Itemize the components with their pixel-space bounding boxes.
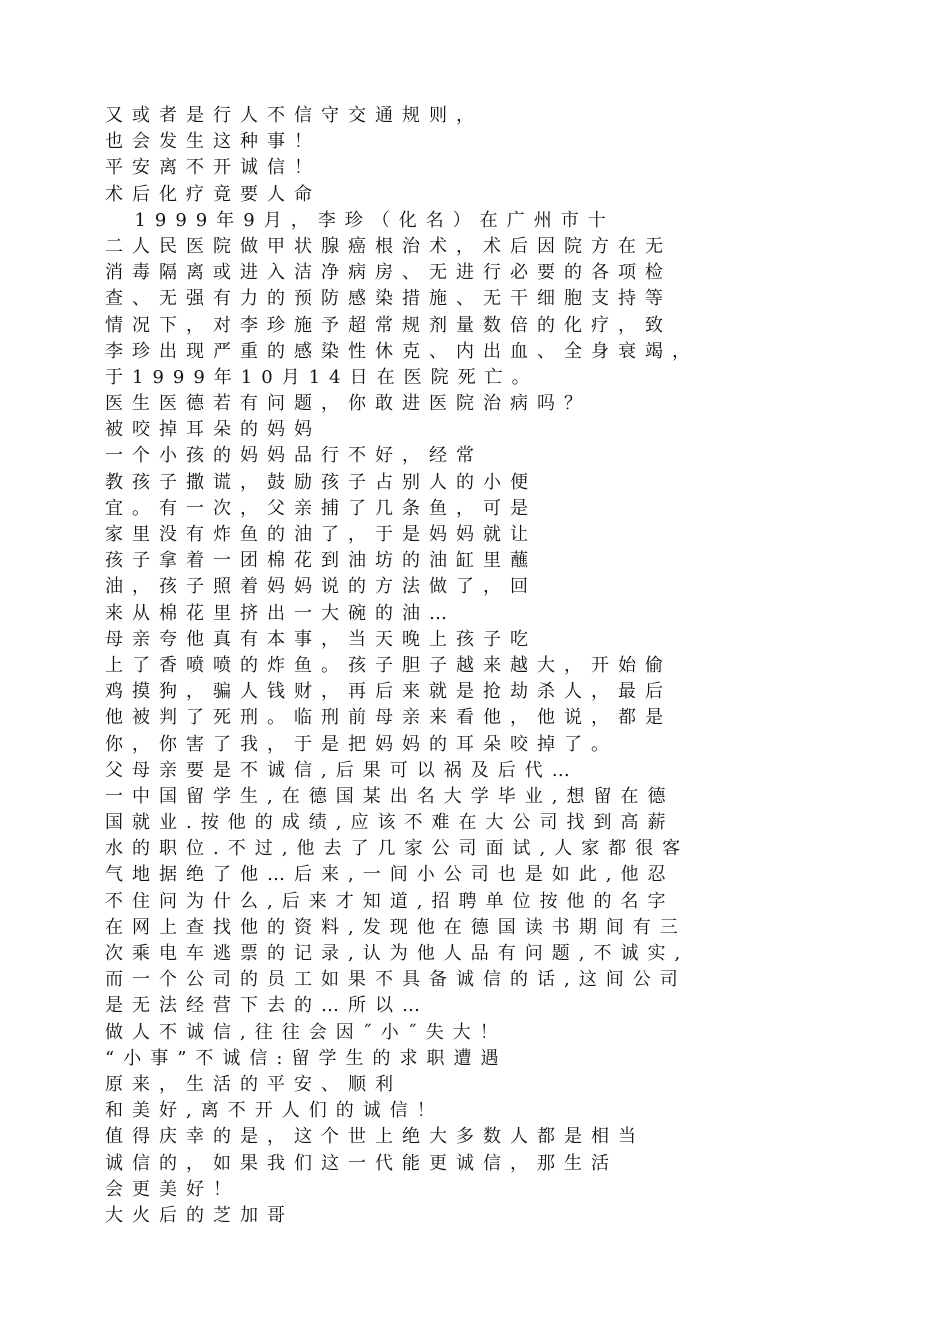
text-line: 宜。有一次，父亲捕了几条鱼，可是 [105,497,537,519]
text-line: 父母亲要是不诚信,后果可以祸及后代… [105,759,579,781]
text-line: 你，你害了我，于是把妈妈的耳朵咬掉了。 [105,733,618,755]
text-line: 诚信的，如果我们这一代能更诚信，那生活 [105,1152,618,1174]
text-line: 1999年9月，李珍（化名）在广州市十 [105,209,615,231]
text-line: 又或者是行人不信守交通规则， [105,105,483,126]
text-line: 在网上查找他的资料,发现他在德国读书期间有三 [105,916,687,938]
text-line: 于1999年10月14日在医院死亡。 [105,366,539,388]
text-line: 他被判了死刑。临刑前母亲来看他，他说，都是 [105,707,672,729]
section-heading: 被咬掉耳朵的妈妈 [105,419,321,441]
text-body [105,103,845,1229]
text-line: 情况下，对李珍施予超常规剂量数倍的化疗，致 [105,314,672,336]
text-line: 上了香喷喷的炸鱼。孩子胆子越来越大，开始偷 [105,654,672,676]
text-line: 李珍出现严重的感染性休克、内出血、全身衰竭， [105,340,699,362]
section-heading: “小事”不诚信:留学生的求职遭遇 [105,1047,508,1069]
text-line: 不住问为什么,后来才知道,招聘单位按他的名字 [105,890,675,912]
text-line: 是无法经营下去的…所以… [105,995,429,1017]
text-line: 油，孩子照着妈妈说的方法做了，回 [105,576,537,598]
text-line: 做人不诚信,往往会因˝小˝失大！ [105,1021,507,1043]
text-line: 教孩子撒谎，鼓励孩子占别人的小便 [105,471,537,493]
text-line: 母亲夸他真有本事，当天晚上孩子吃 [105,628,537,650]
text-line: 家里没有炸鱼的油了，于是妈妈就让 [105,524,537,545]
text-line: 国就业.按他的成绩,应该不难在大公司找到高薪 [105,812,675,834]
text-line: 值得庆幸的是，这个世上绝大多数人都是相当 [105,1126,645,1148]
text-line: 查、无强有力的预防感染措施、无干细胞支持等 [105,288,672,310]
text-line: 而一个公司的员工如果不具备诚信的话,这间公司 [105,969,687,991]
text-line: 二人民医院做甲状腺癌根治术，术后因院方在无 [105,235,672,257]
text-line: 来从棉花里挤出一大碗的油… [105,602,456,624]
text-line: 消毒隔离或进入洁净病房、无进行必要的各项检 [105,262,672,284]
text-line: 鸡摸狗，骗人钱财，再后来就是抢劫杀人，最后 [105,681,672,703]
section-heading: 术后化疗竟要人命 [105,183,321,205]
text-line: 一中国留学生,在德国某出名大学毕业,想留在德 [105,785,675,807]
text-line: 原来，生活的平安、顺利 [105,1073,402,1095]
text-line: 医生医德若有问题，你敢进医院治病吗？ [105,393,591,415]
text-line: 次乘电车逃票的记录,认为他人品有问题,不诚实, [105,943,690,964]
text-line: 孩子拿着一团棉花到油坊的油缸里蘸 [105,550,537,572]
text-line: 水的职位.不过,他去了几家公司面试,人家都很客 [105,838,690,860]
text-line: 平安离不开诚信！ [105,157,321,179]
text-line: 也会发生这种事！ [105,131,321,153]
section-heading: 大火后的芝加哥 [105,1204,294,1226]
text-line: 会更美好！ [105,1178,240,1200]
text-line: 和美好,离不开人们的诚信！ [105,1100,444,1122]
text-line: 气地据绝了他…后来,一间小公司也是如此,他忍 [105,864,675,886]
text-line: 一个小孩的妈妈品行不好，经常 [105,445,483,467]
